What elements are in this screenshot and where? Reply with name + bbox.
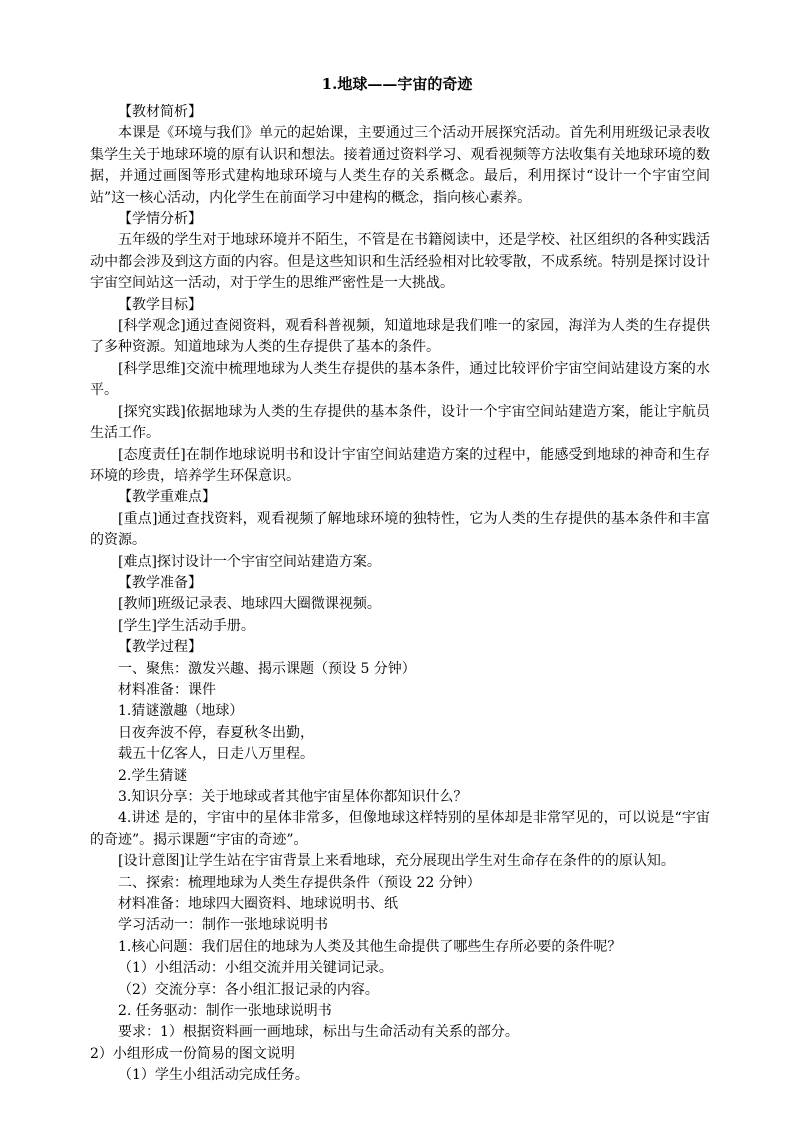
- paragraph: 2.学生猜谜: [118, 767, 188, 784]
- paragraph: 学习活动一：制作一张地球说明书: [118, 917, 328, 934]
- section-heading-teaching-process: 【教学过程】: [118, 639, 202, 656]
- paragraph: 要求：1）根据资料画一画地球，标出与生命活动有关系的部分。: [118, 1024, 519, 1041]
- paragraph: [难点]探讨设计一个宇宙空间站建造方案。: [118, 553, 381, 570]
- paragraph: 3.知识分享：关于地球或者其他宇宙星体你都知识什么？: [118, 789, 468, 805]
- paragraph: 载五十亿客人，日走八万里程。: [118, 746, 314, 763]
- section-heading-textbook-analysis: 【教材简析】: [118, 104, 202, 120]
- paragraph: 一、聚焦：激发兴趣、揭示课题（预设 5 分钟）: [118, 660, 416, 677]
- paragraph: （1）小组活动：小组交流并用关键词记录。: [118, 960, 393, 977]
- paragraph: [设计意图]让学生站在宇宙背景上来看地球，充分展现出学生对生命存在条件的的原认知。: [118, 853, 675, 870]
- paragraph: 2）小组形成一份简易的图文说明: [90, 1045, 295, 1062]
- paragraph: [重点]通过查找资料，观看视频了解地球环境的独特性，它为人类的生存提供的基本条件和丰富的资源。: [90, 510, 710, 549]
- paragraph: 材料准备：课件: [118, 681, 216, 698]
- section-heading-student-analysis: 【学情分析】: [118, 211, 202, 228]
- paragraph: 五年级的学生对于地球环境并不陌生，不管是在书籍阅读中，还是学校、社区组织的各种实践活动中都会涉及到这方面的内容。但是这些知识和生活经验相对比较零散，不成系统。特别是探讨设计宇宙空间站这一活动，对于学生的思维严密性是一大挑战。: [90, 232, 710, 292]
- paragraph: [科学思维]交流中梳理地球为人类生存提供的基本条件，通过比较评价宇宙空间站建设方案的水平。: [90, 360, 710, 399]
- paragraph: 4.讲述 是的，宇宙中的星体非常多，但像地球这样特别的星体却是非常罕见的，可以说是“宇宙的奇迹”。揭示课题“宇宙的奇迹”。: [90, 810, 710, 848]
- section-heading-teaching-goals: 【教学目标】: [118, 296, 202, 313]
- paragraph: [探究实践]依据地球为人类的生存提供的基本条件，设计一个宇宙空间站建造方案，能让宇航员生活工作。: [90, 403, 710, 442]
- paragraph: 二、探索：梳理地球为人类生存提供条件（预设 22 分钟）: [118, 874, 481, 891]
- paragraph: 2. 任务驱动：制作一张地球说明书: [118, 1003, 332, 1020]
- paragraph: [学生]学生活动手册。: [118, 617, 255, 634]
- paragraph: （1）学生小组活动完成任务。: [118, 1067, 309, 1084]
- paragraph: 1.猜谜激趣（地球）: [118, 703, 244, 720]
- paragraph: 日夜奔波不停，春夏秋冬出勤，: [118, 724, 314, 741]
- section-heading-preparation: 【教学准备】: [118, 574, 202, 591]
- section-heading-key-points: 【教学重难点】: [118, 489, 216, 506]
- document-body: [90, 102, 710, 1087]
- paragraph: 材料准备：地球四大圈资料、地球说明书、纸: [118, 896, 398, 913]
- paragraph: [教师]班级记录表、地球四大圈微课视频。: [118, 596, 381, 613]
- paragraph: [态度责任]在制作地球说明书和设计宇宙空间站建造方案的过程中，能感受到地球的神奇和生存环境的珍贵，培养学生环保意识。: [90, 446, 710, 484]
- paragraph: （2）交流分享：各小组汇报记录的内容。: [118, 981, 379, 998]
- paragraph: 本课是《环境与我们》单元的起始课，主要通过三个活动开展探究活动。首先利用班级记录表收集学生关于地球环境的原有认识和想法。接着通过资料学习、观看视频等方法收集有关地球环境的数据，并通过画图等形式建构地球环境与人类生存的关系概念。最后，利用探讨“设计一个宇宙空间站”这一核心活动，内化学生在前面学习中建构的概念，指向核心素养。: [90, 125, 710, 206]
- paragraph: [科学观念]通过查阅资料，观看科普视频，知道地球是我们唯一的家园，海洋为人类的生存提供了多种资源。知道地球为人类的生存提供了基本的条件。: [90, 318, 710, 356]
- paragraph: 1.核心问题：我们居住的地球为人类及其他生命提供了哪些生存所必要的条件呢？: [118, 938, 622, 955]
- document-title: 1.地球——宇宙的奇迹: [321, 75, 473, 93]
